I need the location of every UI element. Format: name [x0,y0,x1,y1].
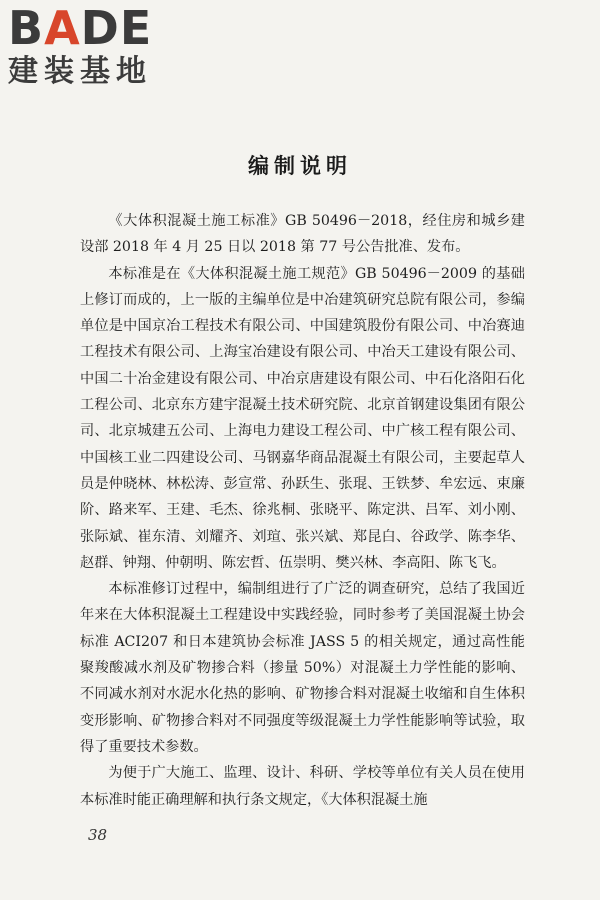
paragraph-1: 《大体积混凝土施工标准》GB 50496－2018，经住房和城乡建设部 2018 年 4 月 25 日以 2018 第 77 号公告批准、发布。 [80,213,525,256]
logo-letter-a: A [44,1,81,55]
paragraph-4: 为便于广大施工、监理、设计、科研、学校等单位有关人员在使用本标准时能正确理解和执行条文规定，《大体积混凝土施 [80,765,525,808]
paragraph-3: 本标准修订过程中，编制组进行了广泛的调查研究，总结了我国近年来在大体积混凝土工程建设中实践经验，同时参考了美国混凝土协会标准 ACI207 和日本建筑协会标准 JASS 5 的相关规定，通过高性能聚羧酸减水剂及矿物掺合料（掺量 50%）对混凝土力学性能的影响、不同减水剂对水泥水化热的影响、矿物掺合料对混凝土收缩和自生体积变形影响、矿物掺合料对不同强度等级混凝土力学性能影响等试验，取得了重要技术参数。 [80,581,525,755]
page-number: 38 [88,826,108,844]
document-body [80,208,525,813]
brand-logo [8,1,183,94]
paragraph-2: 本标准是在《大体积混凝土施工规范》GB 50496－2009 的基础上修订而成的，上一版的主编单位是中冶建筑研究总院有限公司，参编单位是中国京冶工程技术有限公司、中国建筑股份有限公司、中冶赛迪工程技术有限公司、上海宝冶建设有限公司、中冶天工建设有限公司、中国二十冶金建设有限公司、中冶京唐建设有限公司、中石化洛阳石化工程公司、北京东方建宇混凝土技术研究院、北京首钢建设集团有限公司、北京城建五公司、上海电力建设工程公司、中广核工程有限公司、中国核工业二四建设公司、马钢嘉华商品混凝土有限公司，主要起草人员是仲晓林、林松涛、彭宣常、孙跃生、张琨、王铁梦、牟宏远、束廉阶、路来军、王建、毛杰、徐兆桐、张晓平、陈定洪、吕军、刘小刚、张际斌、崔东清、刘耀齐、刘瑄、张兴斌、郑昆白、谷政学、陈李华、赵群、钟翔、仲朝明、陈宏哲、伍崇明、樊兴林、李高阳、陈飞飞。 [80,265,525,571]
logo-wordmark [8,1,183,55]
logo-subtitle: 建装基地 [8,54,152,89]
logo-letters-de: DE [80,1,153,55]
logo-letter-b: B [8,1,45,55]
page-title: 编制说明 [248,154,352,178]
